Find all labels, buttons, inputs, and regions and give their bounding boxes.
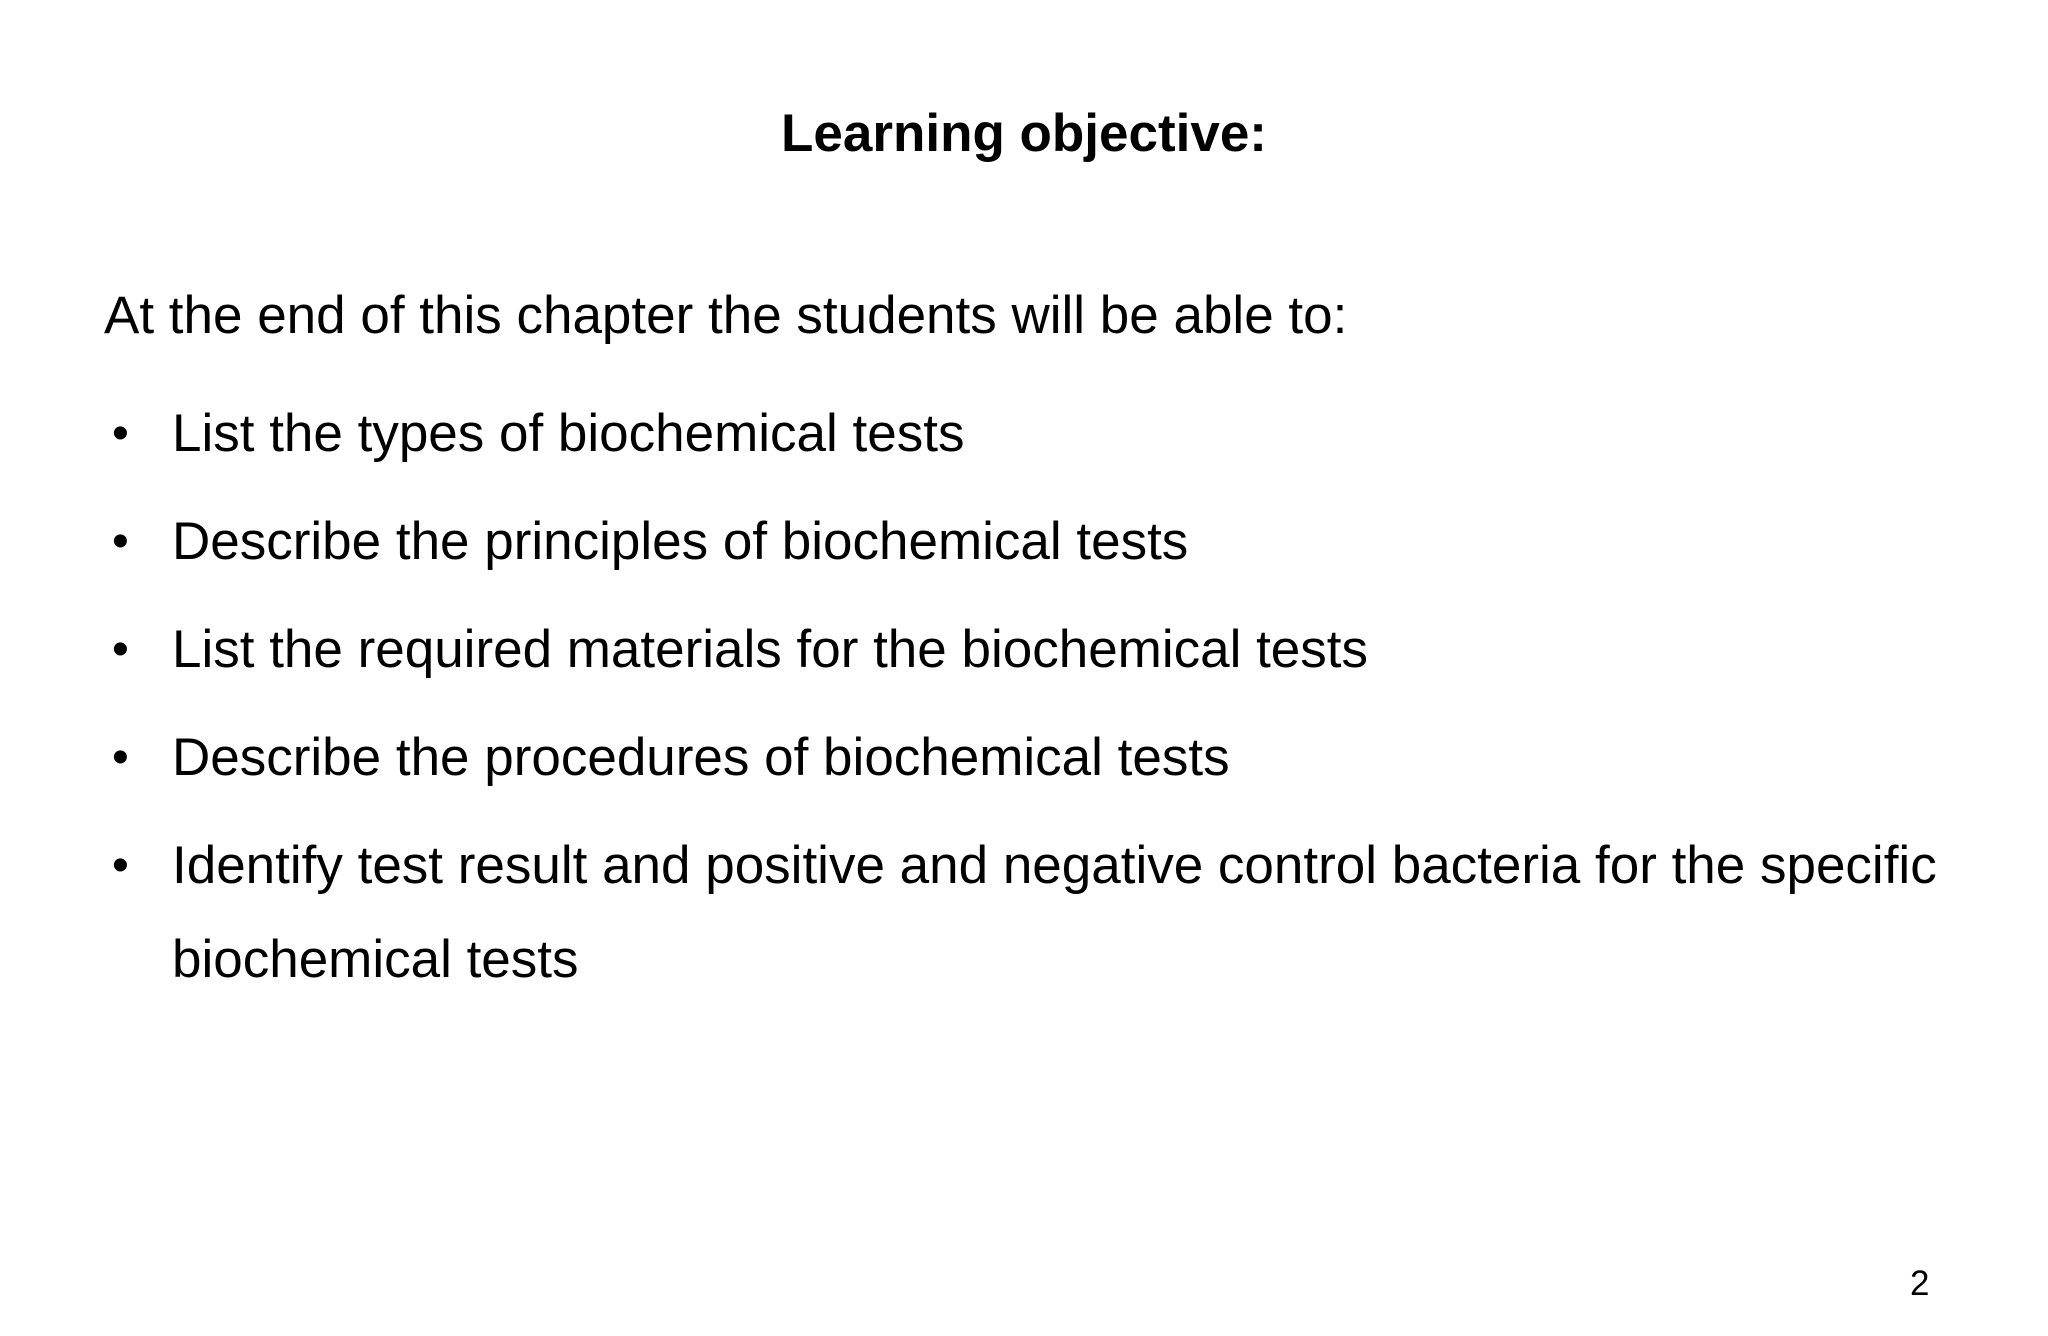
objective-text: Describe the principles of biochemical tests <box>172 512 1189 571</box>
objective-text: Identify test result and positive and negative control bacteria for the specific biochemical tests <box>172 836 1937 989</box>
bullet-icon: • <box>112 731 129 784</box>
bullet-icon: • <box>112 515 129 568</box>
page-title: Learning objective: <box>781 104 1267 163</box>
list-item <box>104 387 1944 481</box>
list-item <box>104 603 1944 697</box>
list-item <box>104 495 1944 589</box>
list-item <box>104 819 1944 1007</box>
list-item <box>104 711 1944 805</box>
page-number: 2 <box>1910 1264 1930 1303</box>
intro-text: At the end of this chapter the students will be able to: <box>104 286 1348 345</box>
objectives-list <box>104 387 1944 1021</box>
bullet-icon: • <box>112 407 129 460</box>
objective-text: List the required materials for the biochemical tests <box>172 620 1368 679</box>
objective-text: List the types of biochemical tests <box>172 404 965 463</box>
bullet-icon: • <box>112 839 129 892</box>
bullet-icon: • <box>112 623 129 676</box>
objective-text: Describe the procedures of biochemical tests <box>172 728 1230 787</box>
